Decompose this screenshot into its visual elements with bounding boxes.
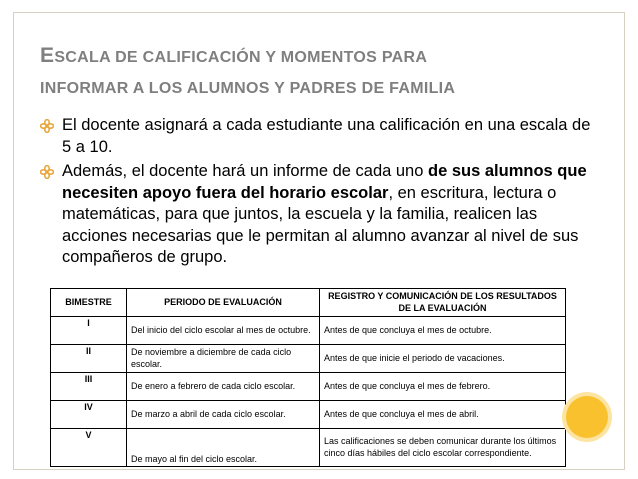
bullet-item-1 bbox=[40, 115, 600, 158]
table-row bbox=[51, 373, 566, 401]
header-periodo: PERIODO DE EVALUACIÓN bbox=[127, 289, 320, 317]
periodo-cell: De noviembre a diciembre de cada ciclo escolar. bbox=[127, 345, 320, 373]
periodo-cell: De marzo a abril de cada ciclo escolar. bbox=[127, 401, 320, 429]
title-line-1 bbox=[40, 40, 600, 73]
registro-cell: Las calificaciones se deben comunicar durante los últimos cinco días hábiles del ciclo escolar correspondiente. bbox=[320, 429, 566, 467]
table-row bbox=[51, 317, 566, 345]
table-row bbox=[51, 429, 566, 467]
bullet-text-2-start: Además, el docente hará un informe de cada uno bbox=[62, 162, 428, 180]
periodo-cell: De enero a febrero de cada ciclo escolar. bbox=[127, 373, 320, 401]
bimestre-cell: V bbox=[51, 429, 127, 467]
title-line-1-text: SCALA DE CALIFICACIÓN Y MOMENTOS PARA bbox=[54, 49, 428, 66]
bimestre-cell: I bbox=[51, 317, 127, 345]
bimestre-cell: IV bbox=[51, 401, 127, 429]
registro-cell: Antes de que concluya el mes de abril. bbox=[320, 401, 566, 429]
table-row bbox=[51, 401, 566, 429]
bullet-text-2-end: , en escritura, lectura o matemáticas, para que juntos, la escuela y la familia, realicen las acciones necesarias que le permitan al alumno avanzar al nivel de sus compañeros de grupo. bbox=[62, 183, 579, 266]
bimestre-cell: III bbox=[51, 373, 127, 401]
orange-circle-decoration bbox=[566, 396, 608, 438]
registro-cell: Antes de que inicie el periodo de vacaciones. bbox=[320, 345, 566, 373]
periodo-cell: De mayo al fin del ciclo escolar. bbox=[127, 429, 320, 467]
evaluation-table bbox=[50, 288, 566, 467]
four-petal-bullet-icon bbox=[40, 119, 54, 133]
title-line-2: INFORMAR A LOS ALUMNOS Y PADRES DE FAMILIA bbox=[40, 80, 456, 97]
bullet-item-2 bbox=[40, 161, 600, 269]
table-header-row bbox=[51, 289, 566, 317]
bimestre-cell: II bbox=[51, 345, 127, 373]
bullet-text-2-bold: de sus alumnos que necesiten apoyo fuera del horario escolar bbox=[62, 162, 587, 202]
four-petal-bullet-icon bbox=[40, 165, 54, 179]
table-row bbox=[51, 345, 566, 373]
bullet-list bbox=[40, 115, 600, 272]
bullet-text-1: El docente asignará a cada estudiante una calificación en una escala de 5 a 10. bbox=[62, 116, 591, 156]
title-initial: E bbox=[40, 44, 55, 67]
header-registro: REGISTRO Y COMUNICACIÓN DE LOS RESULTADOS DE LA EVALUACIÓN bbox=[320, 289, 566, 317]
periodo-cell: Del inicio del ciclo escolar al mes de octubre. bbox=[127, 317, 320, 345]
registro-cell: Antes de que concluya el mes de octubre. bbox=[320, 317, 566, 345]
slide-title bbox=[40, 40, 600, 104]
registro-cell: Antes de que concluya el mes de febrero. bbox=[320, 373, 566, 401]
header-bimestre: BIMESTRE bbox=[51, 289, 127, 317]
